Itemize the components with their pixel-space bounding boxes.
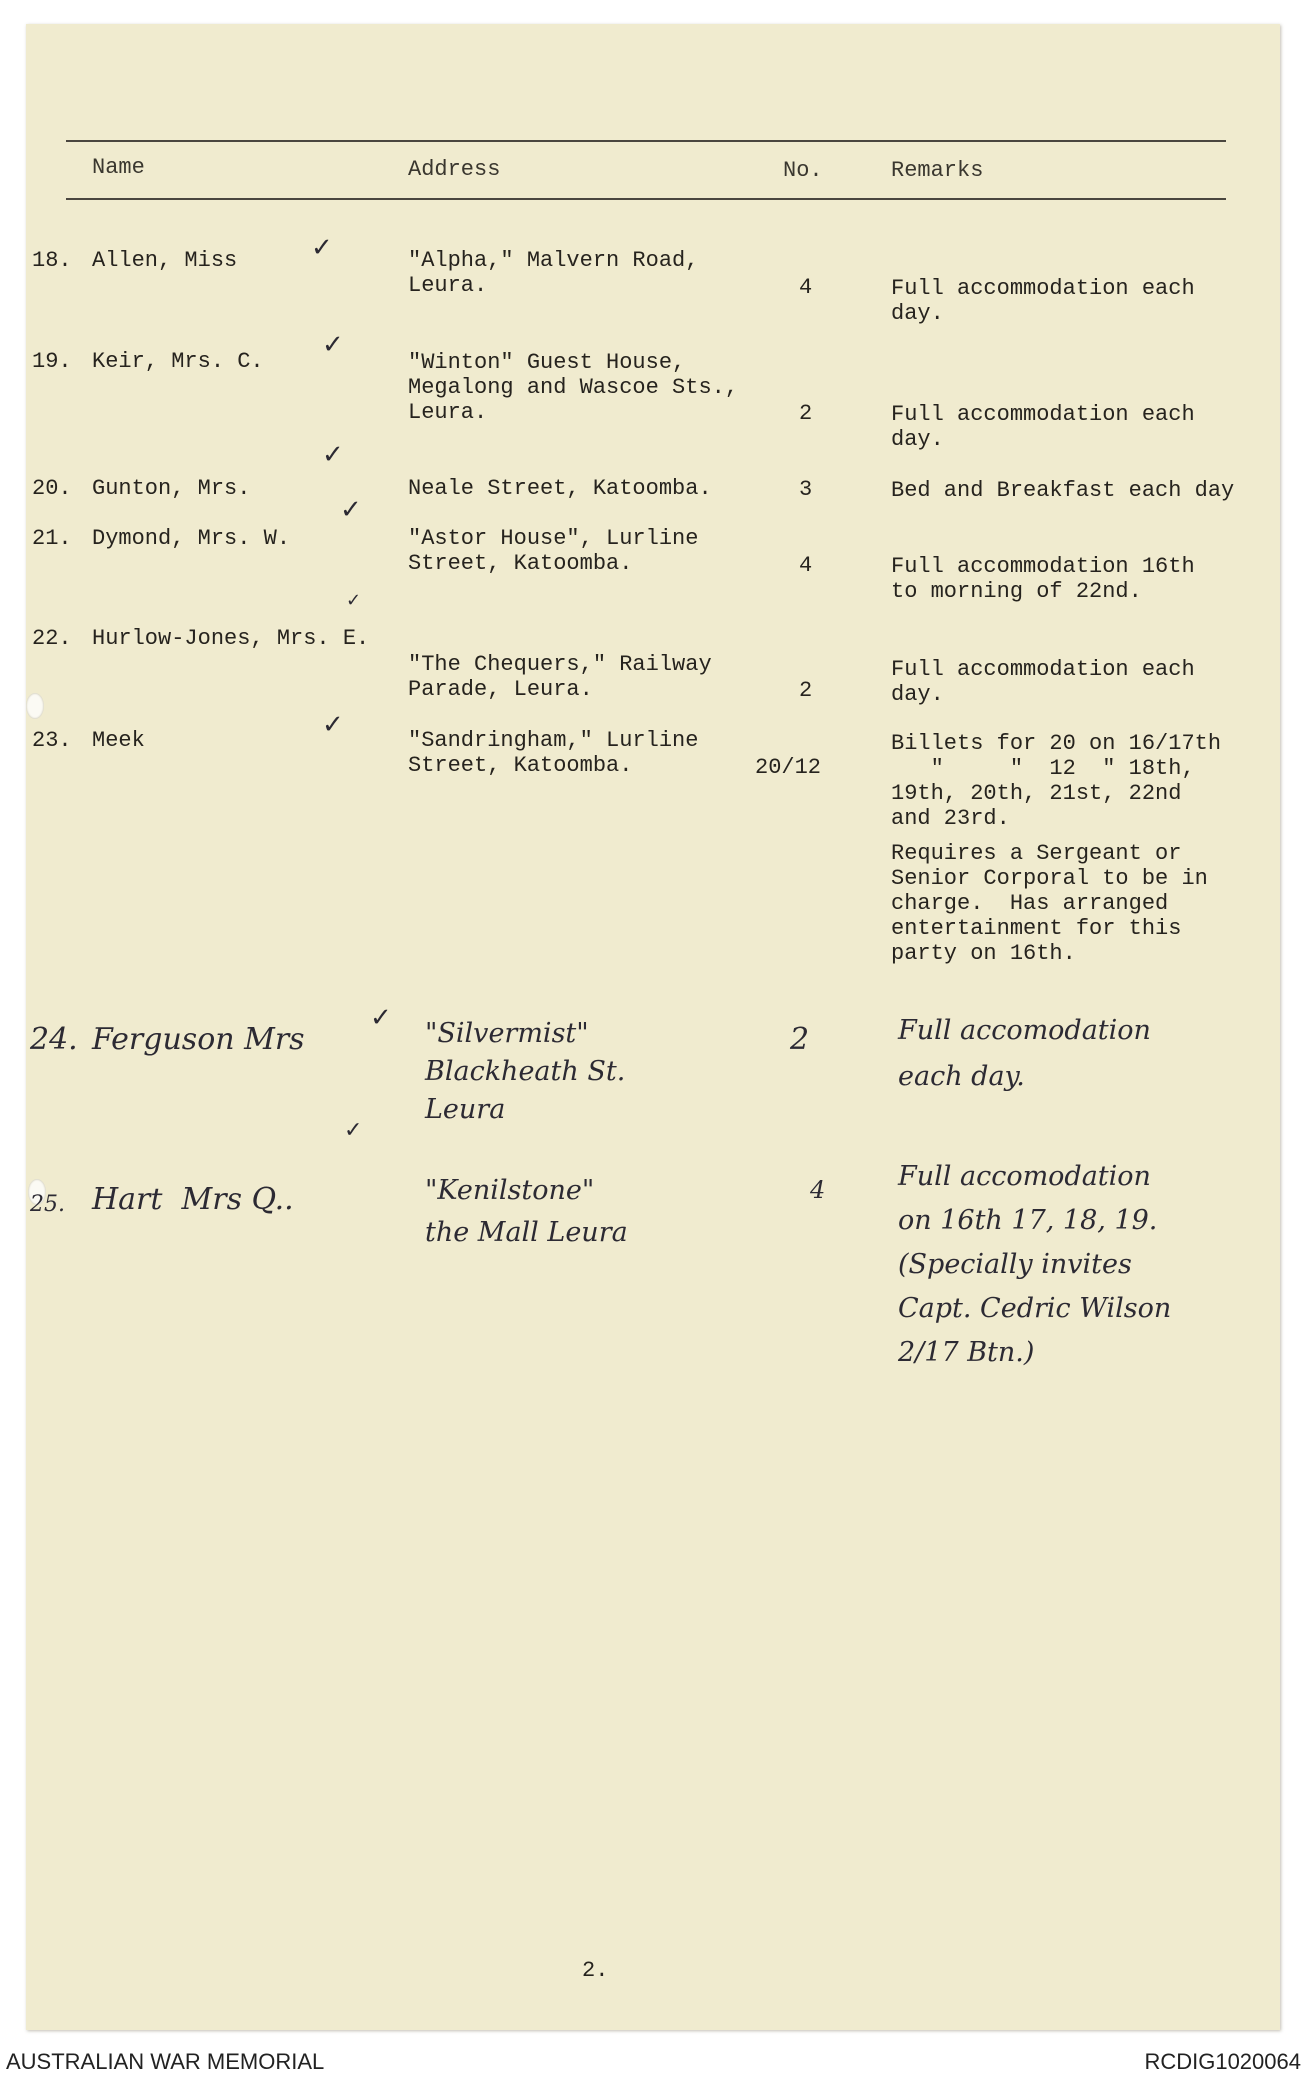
- entry-21-name: Dymond, Mrs. W.: [92, 526, 291, 551]
- entry-18-remarks: Full accommodation each day.: [891, 276, 1195, 326]
- handwritten-entry-24-count: 2: [790, 1022, 810, 1057]
- entry-23-address: "Sandringham," Lurline Street, Katoomba.: [408, 728, 699, 778]
- entry-21-count: 4: [799, 553, 813, 578]
- handwritten-entry-25-name: Hart Mrs Q..: [92, 1182, 294, 1217]
- footer-reference-id: RCDIG1020064: [1144, 2049, 1301, 2074]
- entry-20-address: Neale Street, Katoomba.: [408, 476, 712, 501]
- entry-20-name: Gunton, Mrs.: [92, 476, 251, 501]
- check-mark-icon: ✓: [370, 1003, 392, 1033]
- entry-19-name: Keir, Mrs. C.: [92, 349, 264, 374]
- column-header-address: Address: [408, 157, 501, 182]
- footer-institution: AUSTRALIAN WAR MEMORIAL: [6, 2049, 325, 2074]
- entry-18-number: 18.: [32, 248, 72, 273]
- entry-23-count: 20/12: [755, 755, 822, 780]
- handwritten-entry-25-address: "Kenilstone" the Mall Leura: [425, 1175, 628, 1248]
- handwritten-entry-24-address: "Silvermist" Blackheath St. Leura: [425, 1018, 626, 1125]
- column-header-no: No.: [783, 158, 823, 183]
- entry-19-count: 2: [799, 401, 813, 426]
- handwritten-entry-24-remarks: Full accomodation each day.: [898, 1015, 1151, 1092]
- entry-20-number: 20.: [32, 476, 72, 501]
- entry-22-address: "The Chequers," Railway Parade, Leura.: [408, 652, 712, 702]
- entry-18-count: 4: [799, 275, 813, 300]
- entry-23-name: Meek: [92, 728, 145, 753]
- header-rule-top: [66, 140, 1226, 142]
- check-mark-icon: ✓: [322, 330, 344, 360]
- entry-21-number: 21.: [32, 526, 72, 551]
- entry-23-number: 23.: [32, 728, 72, 753]
- entry-20-remarks: Bed and Breakfast each day: [891, 478, 1235, 503]
- check-mark-icon: ✓: [344, 1118, 363, 1143]
- entry-22-remarks: Full accommodation each day.: [891, 657, 1195, 707]
- entry-23-remarks-note: Requires a Sergeant or Senior Corporal to be in charge. Has arranged entertainment for this party on 16th.: [891, 841, 1208, 966]
- entry-22-number: 22.: [32, 626, 72, 651]
- punch-hole-top: [26, 693, 44, 719]
- entry-18-address: "Alpha," Malvern Road, Leura.: [408, 248, 699, 298]
- column-header-remarks: Remarks: [891, 158, 984, 183]
- check-mark-icon: ✓: [322, 710, 344, 740]
- entry-21-address: "Astor House", Lurline Street, Katoomba.: [408, 526, 699, 576]
- check-mark-icon: ✓: [346, 590, 362, 611]
- entry-20-count: 3: [799, 477, 813, 502]
- check-mark-icon: ✓: [322, 440, 344, 470]
- header-rule-bottom: [66, 198, 1226, 200]
- handwritten-entry-25-count: 4: [810, 1176, 826, 1204]
- page-number: 2.: [582, 1958, 609, 1983]
- entry-19-address: "Winton" Guest House, Megalong and Wascoe Sts., Leura.: [408, 350, 739, 425]
- entry-23-remarks: Billets for 20 on 16/17th " " 12 " 18th, 19th, 20th, 21st, 22nd and 23rd.: [891, 731, 1222, 831]
- entry-19-number: 19.: [32, 349, 72, 374]
- entry-21-remarks: Full accommodation 16th to morning of 22nd.: [891, 554, 1195, 604]
- entry-19-remarks: Full accommodation each day.: [891, 402, 1195, 452]
- entry-18-name: Allen, Miss: [92, 248, 238, 273]
- column-header-name: Name: [92, 155, 145, 180]
- entry-22-count: 2: [799, 678, 813, 703]
- handwritten-entry-24-name: Ferguson Mrs: [92, 1022, 305, 1057]
- handwritten-entry-24-number: 24.: [30, 1022, 78, 1057]
- check-mark-icon: ✓: [311, 233, 333, 263]
- handwritten-entry-25-remarks: Full accomodation on 16th 17, 18, 19. (Specially invites Capt. Cedric Wilson 2/17 Btn.): [898, 1161, 1172, 1368]
- check-mark-icon: ✓: [340, 495, 362, 525]
- entry-22-name: Hurlow-Jones, Mrs. E.: [92, 626, 370, 651]
- handwritten-entry-25-number: 25.: [30, 1192, 65, 1217]
